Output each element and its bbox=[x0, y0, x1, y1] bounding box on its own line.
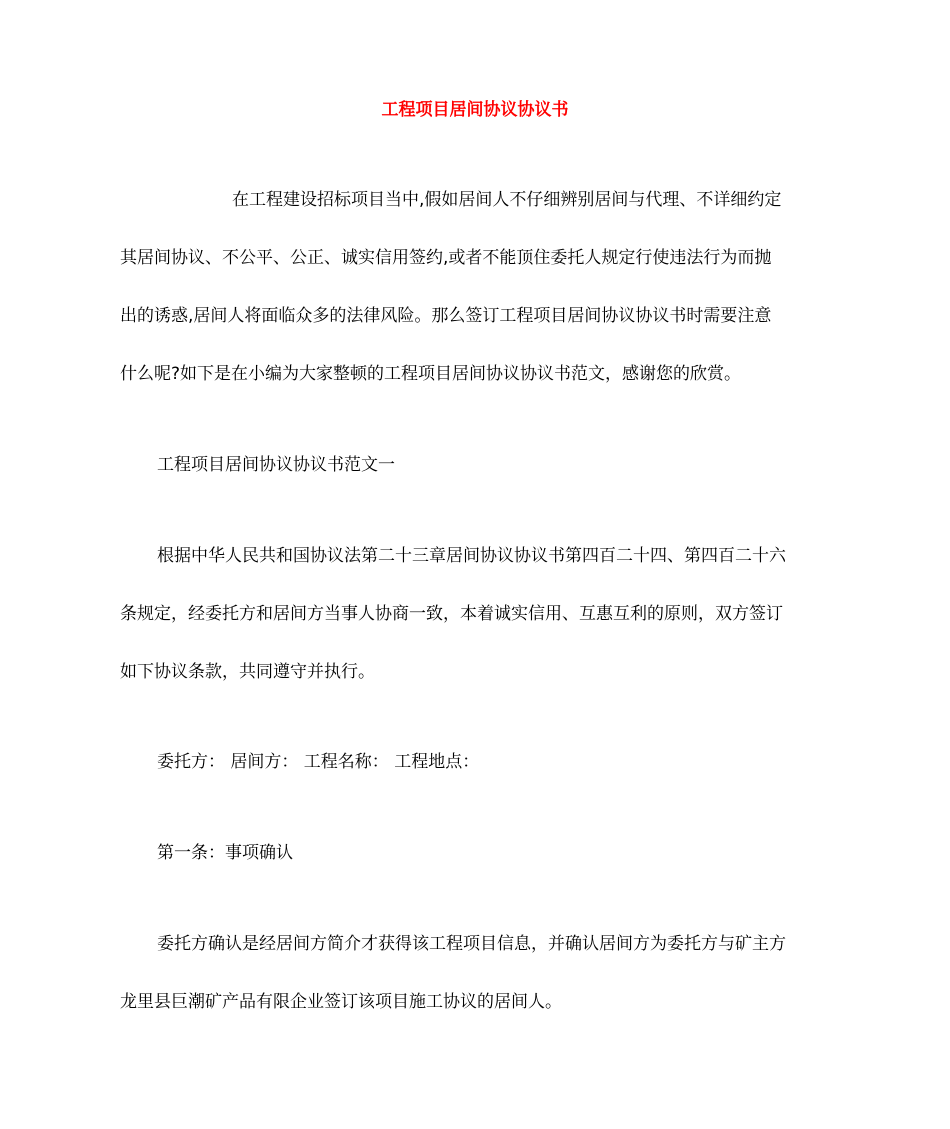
article-1-line-1: 委托方确认是经居间方简介才获得该工程项目信息，并确认居间方为委托方与矿主方 bbox=[157, 934, 786, 954]
parties-line: 委托方： 居间方： 工程名称： 工程地点： bbox=[157, 752, 480, 772]
basis-line-3: 如下协议条款，共同遵守并执行。 bbox=[120, 662, 375, 682]
document-title: 工程项目居间协议协议书 bbox=[381, 100, 569, 120]
section-heading: 工程项目居间协议协议书范文一 bbox=[157, 455, 395, 475]
basis-line-2: 条规定，经委托方和居间方当事人协商一致，本着诚实信用、互惠互利的原则，双方签订 bbox=[120, 604, 783, 624]
intro-line-3: 出的诱惑,居间人将面临众多的法律风险。那么签订工程项目居间协议协议书时需要注意 bbox=[120, 306, 772, 326]
article-1-line-2: 龙里县巨潮矿产品有限企业签订该项目施工协议的居间人。 bbox=[120, 992, 562, 1012]
intro-line-2: 其居间协议、不公平、公正、诚实信用签约,或者不能顶住委托人规定行使违法行为而抛 bbox=[120, 248, 772, 268]
intro-line-1: 在工程建设招标项目当中,假如居间人不仔细辨别居间与代理、不详细约定 bbox=[232, 190, 782, 210]
intro-line-4: 什么呢?如下是在小编为大家整顿的工程项目居间协议协议书范文，感谢您的欣赏。 bbox=[120, 364, 742, 384]
basis-line-1: 根据中华人民共和国协议法第二十三章居间协议协议书第四百二十四、第四百二十六 bbox=[157, 546, 786, 566]
article-1-heading: 第一条：事项确认 bbox=[157, 843, 293, 863]
